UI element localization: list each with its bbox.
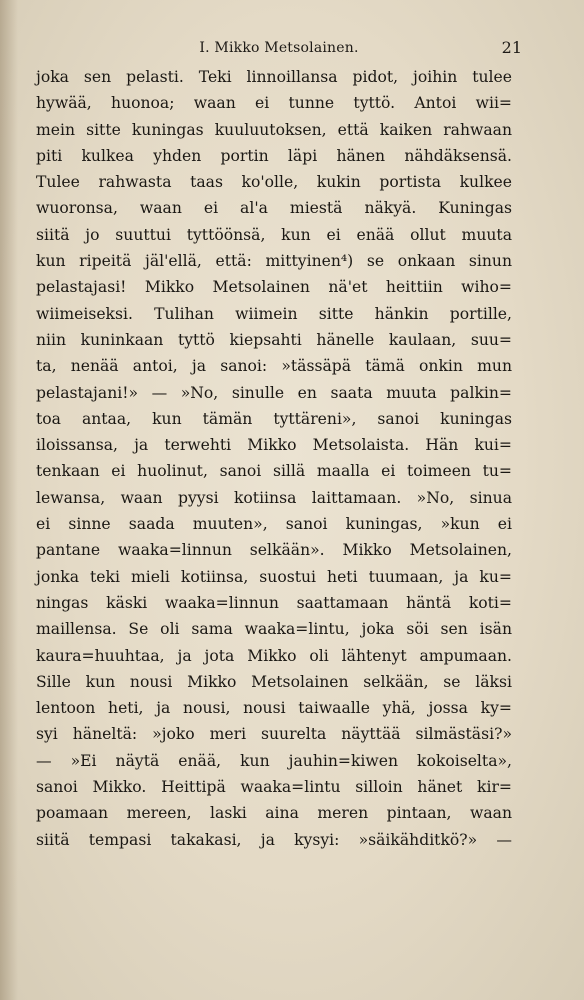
text-line: wuoronsa, waan ei al'a miestä näkyä. Kuningas <box>36 199 512 218</box>
text-line: pelastajani!» — »No, sinulle en saata muuta palkin= <box>36 383 512 402</box>
running-head: I. Mikko Metsolainen. <box>199 40 359 56</box>
text-line: mein sitte kuningas kuuluutoksen, että kaiken rahwaan <box>36 120 512 139</box>
text-line: tenkaan ei huolinut, sanoi sillä maalla ei toimeen tu= <box>36 462 512 481</box>
text-line: pelastajasi! Mikko Metsolainen nä'et heittiin wiho= <box>36 278 512 297</box>
body-text <box>36 64 512 853</box>
text-line: — »Ei näytä enää, kun jauhin=kiwen kokoiselta», <box>36 751 512 770</box>
text-line: niin kuninkaan tyttö kiepsahti hänelle kaulaan, suu= <box>36 330 512 349</box>
text-line: siitä tempasi takakasi, ja kysyi: »säikähditkö?» — <box>36 830 512 849</box>
text-line: joka sen pelasti. Teki linnoillansa pidot, joihin tulee <box>36 68 512 86</box>
text-line: jonka teki mieli kotiinsa, suostui heti tuumaan, ja ku= <box>36 567 512 586</box>
text-line: pantane waaka=linnun selkään». Mikko Metsolainen, <box>36 541 512 560</box>
text-line: poamaan mereen, laski aina meren pintaan, waan <box>36 804 512 823</box>
page-header <box>36 38 522 62</box>
text-line: syi häneltä: »joko meri suurelta näyttää silmästäsi?» <box>36 725 512 744</box>
text-line: Sille kun nousi Mikko Metsolainen selkään, se läksi <box>36 672 512 691</box>
text-line: ta, nenää antoi, ja sanoi: »tässäpä tämä onkin mun <box>36 357 512 376</box>
text-line: Tulee rahwasta taas ko'olle, kukin portista kulkee <box>36 173 512 192</box>
text-line: lewansa, waan pyysi kotiinsa laittamaan. »No, sinua <box>36 488 512 507</box>
text-line: ningas käski waaka=linnun saattamaan häntä koti= <box>36 593 512 612</box>
text-line: kaura=huuhtaa, ja jota Mikko oli lähtenyt ampumaan. <box>36 646 512 665</box>
text-line: toa antaa, kun tämän tyttäreni», sanoi kuningas <box>36 409 512 428</box>
text-line: sanoi Mikko. Heittipä waaka=lintu silloin hänet kir= <box>36 778 512 797</box>
text-line: wiimeiseksi. Tulihan wiimein sitte hänkin portille, <box>36 304 512 323</box>
text-line: piti kulkea yhden portin läpi hänen nähdäksensä. <box>36 146 512 165</box>
text-line: lentoon heti, ja nousi, nousi taiwaalle yhä, jossa ky= <box>36 699 512 718</box>
text-line: maillensa. Se oli sama waaka=lintu, joka söi sen isän <box>36 620 512 639</box>
text-line: kun ripeitä jäl'ellä, että: mittyinen⁴) se onkaan sinun <box>36 252 512 271</box>
page-number: 21 <box>501 38 522 57</box>
text-line: ei sinne saada muuten», sanoi kuningas, »kun ei <box>36 515 512 534</box>
text-line: iloissansa, ja terwehti Mikko Metsolaista. Hän kui= <box>36 436 512 455</box>
text-line: hywää, huonoa; waan ei tunne tyttö. Antoi wii= <box>36 94 512 113</box>
text-line: siitä jo suuttui tyttöönsä, kun ei enää ollut muuta <box>36 225 512 244</box>
